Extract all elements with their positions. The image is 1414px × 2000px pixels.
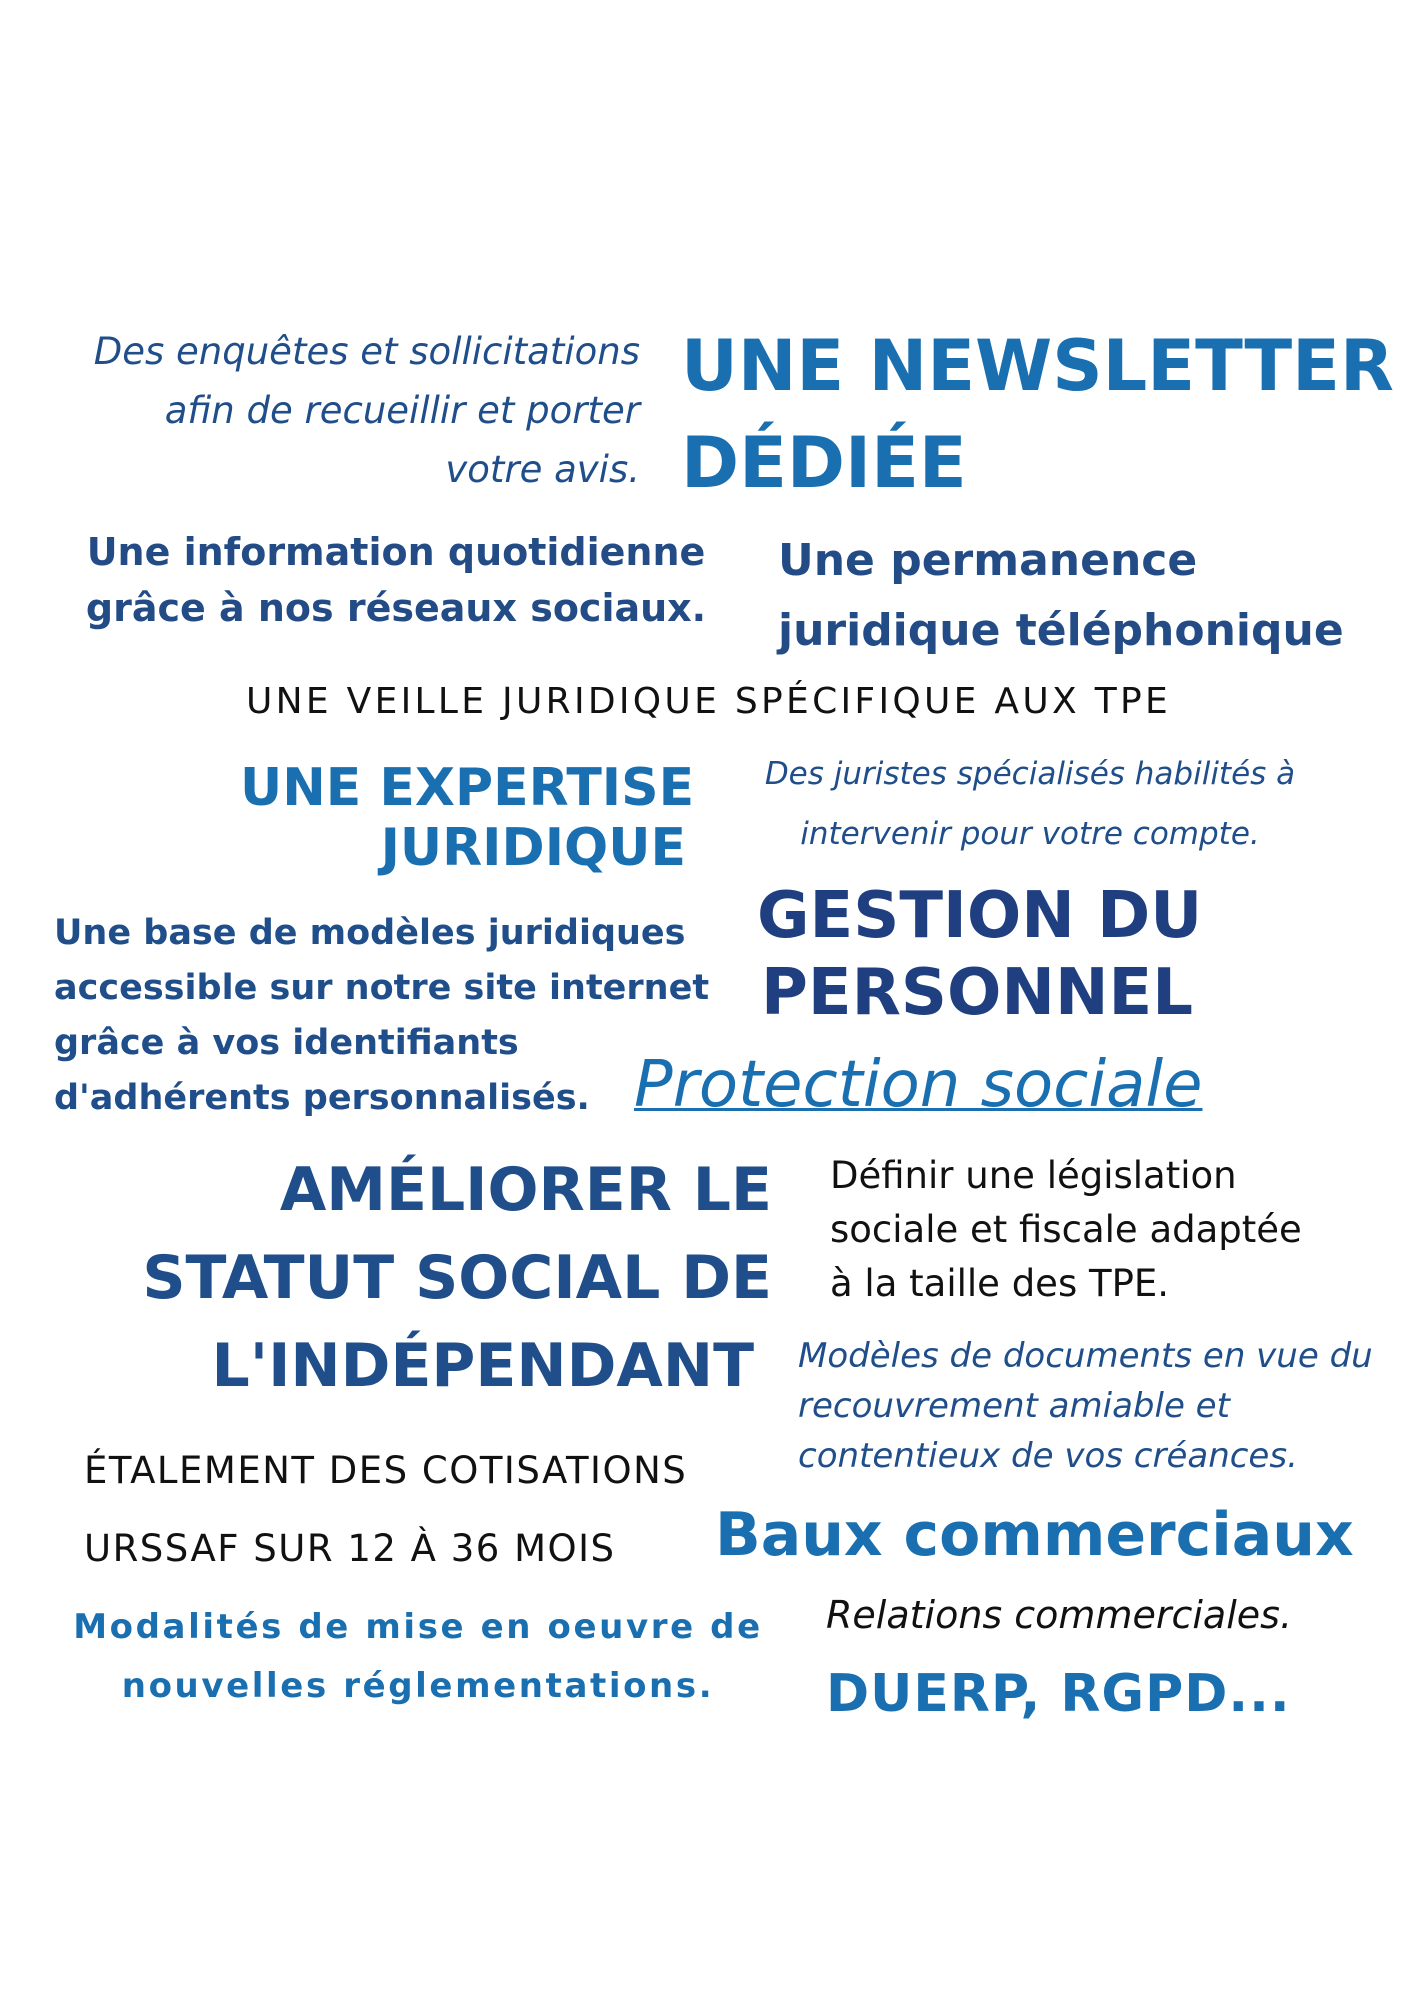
legal-expertise-line-2: JURIDIQUE xyxy=(380,818,686,878)
legal-hotline-line-1: Une permanence xyxy=(778,535,1198,586)
duerp-rgpd-heading: DUERP, RGPD... xyxy=(826,1664,1291,1724)
newsletter-line-2: DÉDIÉE xyxy=(681,422,967,504)
recovery-models-line-3: contentieux de vos créances. xyxy=(798,1436,1298,1476)
surveys-line-1: Des enquêtes et sollicitations xyxy=(93,330,640,373)
daily-info-text xyxy=(46,524,746,636)
define-legislation-line-2: sociale et fiscale adaptée xyxy=(830,1208,1302,1251)
regulations-line-2: nouvelles réglementations. xyxy=(121,1666,715,1706)
lawyers-text xyxy=(720,744,1340,864)
surveys-text xyxy=(40,322,640,499)
recovery-models-line-1: Modèles de documents en vue du xyxy=(798,1336,1373,1376)
recovery-models-text xyxy=(798,1331,1373,1481)
recovery-models-line-2: recouvrement amiable et xyxy=(798,1386,1230,1426)
daily-info-line-2: grâce à nos réseaux sociaux. xyxy=(85,586,707,630)
legal-hotline-text xyxy=(778,526,1344,666)
legal-expertise-line-1: UNE EXPERTISE xyxy=(240,758,695,818)
staff-management-line-2: PERSONNEL xyxy=(760,956,1194,1030)
define-legislation-line-3: à la taille des TPE. xyxy=(830,1262,1170,1305)
legal-watch-text: UNE VEILLE JURIDIQUE SPÉCIFIQUE AUX TPE xyxy=(246,681,1172,722)
regulations-line-1: Modalités de mise en oeuvre de xyxy=(73,1607,763,1647)
contribution-spreading-line-1: ÉTALEMENT DES COTISATIONS xyxy=(84,1449,688,1492)
commercial-relations-text: Relations commerciales. xyxy=(826,1593,1293,1637)
newsletter-line-1: UNE NEWSLETTER xyxy=(681,325,1394,407)
staff-management-line-1: GESTION DU xyxy=(757,879,1203,953)
regulations-text xyxy=(58,1598,778,1716)
contribution-spreading-text xyxy=(84,1432,687,1588)
newsletter-heading xyxy=(681,318,1394,512)
model-base-line-3: grâce à vos identifiants xyxy=(54,1023,519,1063)
lawyers-line-2: intervenir pour votre compte. xyxy=(800,816,1260,852)
legal-expertise-heading xyxy=(240,758,695,878)
model-base-line-4: d'adhérents personnalisés. xyxy=(54,1078,590,1118)
improve-status-line-2: STATUT SOCIAL DE xyxy=(142,1243,772,1313)
social-protection-link[interactable]: Protection sociale xyxy=(634,1048,1203,1122)
surveys-line-3: votre avis. xyxy=(445,448,640,491)
improve-status-heading xyxy=(120,1146,772,1410)
model-base-text xyxy=(54,906,709,1126)
define-legislation-text xyxy=(830,1149,1302,1311)
lawyers-line-1: Des juristes spécialisés habilités à xyxy=(764,756,1296,792)
daily-info-line-1: Une information quotidienne xyxy=(86,530,706,574)
legal-hotline-line-2: juridique téléphonique xyxy=(778,605,1344,656)
improve-status-line-3: L'INDÉPENDANT xyxy=(211,1331,754,1401)
define-legislation-line-1: Définir une législation xyxy=(830,1154,1237,1197)
commercial-leases-heading: Baux commerciaux xyxy=(715,1500,1354,1570)
model-base-line-1: Une base de modèles juridiques xyxy=(54,913,686,953)
surveys-line-2: afin de recueillir et porter xyxy=(164,389,640,432)
staff-management-heading xyxy=(757,878,1203,1032)
improve-status-line-1: AMÉLIORER LE xyxy=(279,1155,772,1225)
contribution-spreading-line-2: URSSAF SUR 12 À 36 MOIS xyxy=(84,1527,616,1570)
model-base-line-2: accessible sur notre site internet xyxy=(54,968,710,1008)
